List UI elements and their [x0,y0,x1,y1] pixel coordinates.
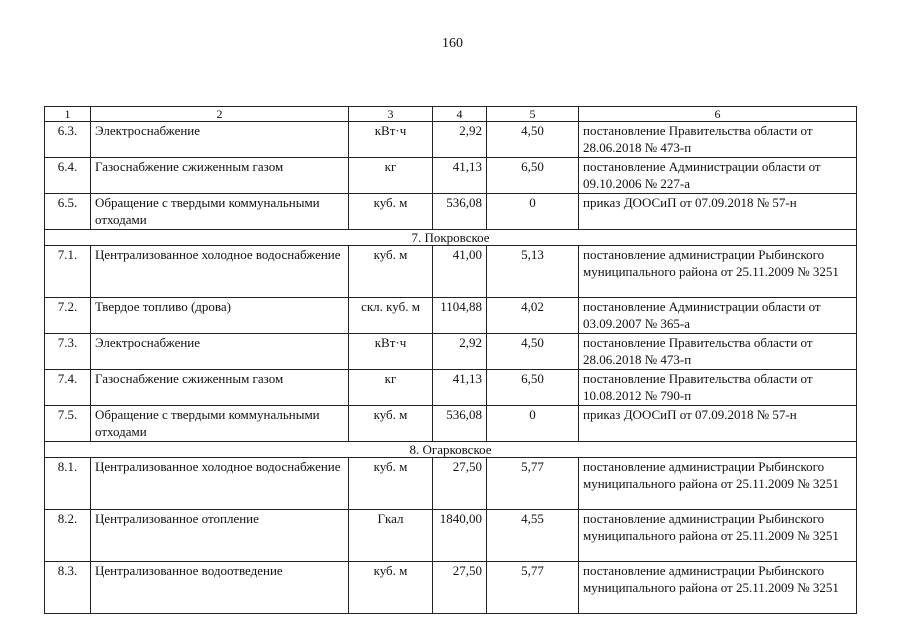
table-row [45,334,857,370]
row-number: 8.2. [45,510,91,562]
service-name: Централизованное холодное водоснабжение [91,458,349,510]
percent-value: 5,13 [487,246,579,298]
table-row [45,298,857,334]
legal-document: постановление администрации Рыбинского муниципального района от 25.11.2009 № 3251 [579,458,857,510]
row-number: 8.1. [45,458,91,510]
percent-value: 0 [487,194,579,230]
column-header: 3 [349,107,433,122]
service-name: Обращение с твердыми коммунальными отходами [91,406,349,442]
legal-document: постановление Правительства области от 28.06.2018 № 473-п [579,334,857,370]
unit: кг [349,158,433,194]
section-title: 8. Огарковское [45,442,857,458]
unit: кг [349,370,433,406]
column-header: 5 [487,107,579,122]
row-number: 6.3. [45,122,91,158]
row-number: 6.4. [45,158,91,194]
unit: куб. м [349,458,433,510]
percent-value: 4,50 [487,122,579,158]
column-header: 2 [91,107,349,122]
norm-value: 27,50 [433,562,487,614]
norm-value: 1840,00 [433,510,487,562]
table-row [45,246,857,298]
row-number: 7.2. [45,298,91,334]
unit: куб. м [349,562,433,614]
service-name: Электроснабжение [91,334,349,370]
service-name: Централизованное холодное водоснабжение [91,246,349,298]
table-row [45,510,857,562]
percent-value: 4,55 [487,510,579,562]
section-row [45,442,857,458]
norm-value: 41,13 [433,370,487,406]
unit: кВт·ч [349,122,433,158]
service-name: Газоснабжение сжиженным газом [91,370,349,406]
table-row [45,562,857,614]
table-row [45,370,857,406]
legal-document: постановление Администрации области от 03.09.2007 № 365-а [579,298,857,334]
percent-value: 5,77 [487,562,579,614]
legal-document: постановление Администрации области от 09.10.2006 № 227-а [579,158,857,194]
service-name: Централизованное отопление [91,510,349,562]
norm-value: 2,92 [433,334,487,370]
section-row [45,230,857,246]
unit: Гкал [349,510,433,562]
row-number: 7.3. [45,334,91,370]
legal-document: постановление администрации Рыбинского муниципального района от 25.11.2009 № 3251 [579,246,857,298]
percent-value: 5,77 [487,458,579,510]
service-name: Обращение с твердыми коммунальными отходами [91,194,349,230]
column-header: 6 [579,107,857,122]
service-name: Централизованное водоотведение [91,562,349,614]
column-number-row [45,107,857,122]
percent-value: 4,50 [487,334,579,370]
row-number: 7.5. [45,406,91,442]
percent-value: 6,50 [487,370,579,406]
legal-document: постановление Правительства области от 28.06.2018 № 473-п [579,122,857,158]
norm-value: 27,50 [433,458,487,510]
row-number: 7.1. [45,246,91,298]
norm-value: 2,92 [433,122,487,158]
norm-value: 41,00 [433,246,487,298]
table-row [45,158,857,194]
norm-value: 536,08 [433,194,487,230]
unit: кВт·ч [349,334,433,370]
service-name: Электроснабжение [91,122,349,158]
unit: скл. куб. м [349,298,433,334]
percent-value: 0 [487,406,579,442]
column-header: 1 [45,107,91,122]
section-title: 7. Покровское [45,230,857,246]
tariff-table [44,106,857,614]
service-name: Газоснабжение сжиженным газом [91,158,349,194]
legal-document: приказ ДООСиП от 07.09.2018 № 57-н [579,406,857,442]
norm-value: 1104,88 [433,298,487,334]
legal-document: постановление администрации Рыбинского муниципального района от 25.11.2009 № 3251 [579,510,857,562]
table-row [45,194,857,230]
unit: куб. м [349,246,433,298]
unit: куб. м [349,194,433,230]
legal-document: постановление Правительства области от 10.08.2012 № 790-п [579,370,857,406]
table-row [45,406,857,442]
row-number: 6.5. [45,194,91,230]
row-number: 8.3. [45,562,91,614]
norm-value: 536,08 [433,406,487,442]
unit: куб. м [349,406,433,442]
percent-value: 6,50 [487,158,579,194]
norm-value: 41,13 [433,158,487,194]
table-row [45,122,857,158]
service-name: Твердое топливо (дрова) [91,298,349,334]
row-number: 7.4. [45,370,91,406]
page-number: 160 [442,36,463,51]
legal-document: приказ ДООСиП от 07.09.2018 № 57-н [579,194,857,230]
table-row [45,458,857,510]
percent-value: 4,02 [487,298,579,334]
legal-document: постановление администрации Рыбинского муниципального района от 25.11.2009 № 3251 [579,562,857,614]
column-header: 4 [433,107,487,122]
